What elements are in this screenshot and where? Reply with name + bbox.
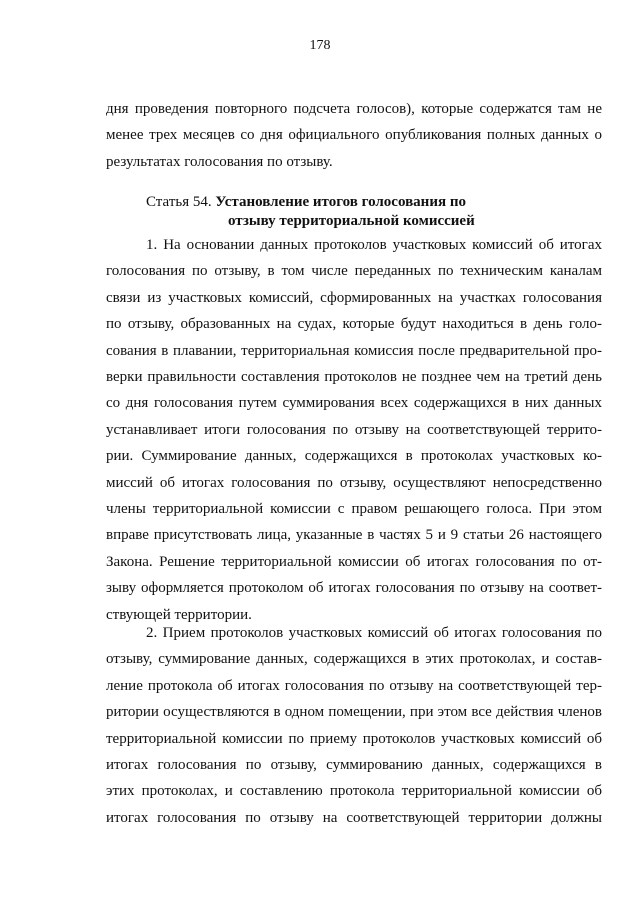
text-line: члены территориальной комиссии с правом решающего голоса. При этом	[106, 501, 602, 518]
text-line: голосования по отзыву, в том числе переданных по техническим каналам	[106, 263, 602, 280]
text-line: ление протокола об итогах голосования по отзыву на соответствующей тер-	[106, 677, 602, 694]
text-line: итогах голосования по отзыву на соответствующей территории должны	[106, 809, 602, 826]
text-line: зыву оформляется протоколом об итогах голосования по отзыву на соответ-	[106, 580, 602, 597]
text-line: ствующей территории.	[106, 606, 252, 623]
text-line: связи из участковых комиссий, сформированных на участках голосования	[106, 289, 602, 306]
text-line: ритории осуществляются в одном помещении, при этом все действия членов	[106, 704, 602, 721]
text-line: Закона. Решение территориальной комиссии об итогах голосования по от-	[106, 553, 602, 570]
paragraph-intro	[106, 96, 602, 175]
text-line: со дня голосования путем суммирования всех содержащихся в них данных	[106, 395, 602, 412]
text-line: рии. Суммирование данных, содержащихся в протоколах участковых ко-	[106, 448, 602, 465]
text-line: результатах голосования по отзыву.	[106, 153, 333, 170]
text-line: территориальной комиссии по приему протоколов участковых комиссий об	[106, 730, 602, 747]
text-line: вправе присутствовать лица, указанные в частях 5 и 9 статьи 26 настоящего	[106, 527, 602, 544]
text-line: дня проведения повторного подсчета голосов), которые содержатся там не	[106, 101, 602, 117]
text-line: менее трех месяцев со дня официального опубликования полных данных о	[106, 127, 602, 144]
article-heading	[146, 193, 475, 231]
article-title: Установление итогов голосования по	[215, 194, 466, 210]
text-line: миссий об итогах голосования по отзыву, осуществляют непосредственно	[106, 474, 602, 491]
text-line: по отзыву, образованных на судах, которые будут находиться в день голо-	[106, 316, 602, 333]
text-line: 2. Прием протоколов участковых комиссий об итогах голосования по	[146, 625, 602, 641]
page-number: 178	[309, 38, 331, 53]
text-line: итогах голосования по отзыву, суммированию данных, содержащихся в	[106, 757, 602, 774]
text-line: этих протоколах, и составлению протокола территориальной комиссии об	[106, 783, 602, 800]
paragraph-2	[106, 620, 602, 831]
text-line: верки правильности составления протоколов не позднее чем на третий день	[106, 369, 602, 386]
text-line: отзыву, суммирование данных, содержащихся в этих протоколах, и состав-	[106, 651, 602, 668]
text-line: устанавливает итоги голосования по отзыву на соответствующей террито-	[106, 421, 602, 438]
text-line: 1. На основании данных протоколов участковых комиссий об итогах	[146, 237, 602, 253]
paragraph-1	[106, 232, 602, 628]
article-title-continued: отзыву территориальной комиссией	[228, 213, 475, 229]
text-line: сования в плавании, территориальная комиссия после предварительной про-	[106, 342, 602, 359]
article-label: Статья 54.	[146, 194, 216, 210]
